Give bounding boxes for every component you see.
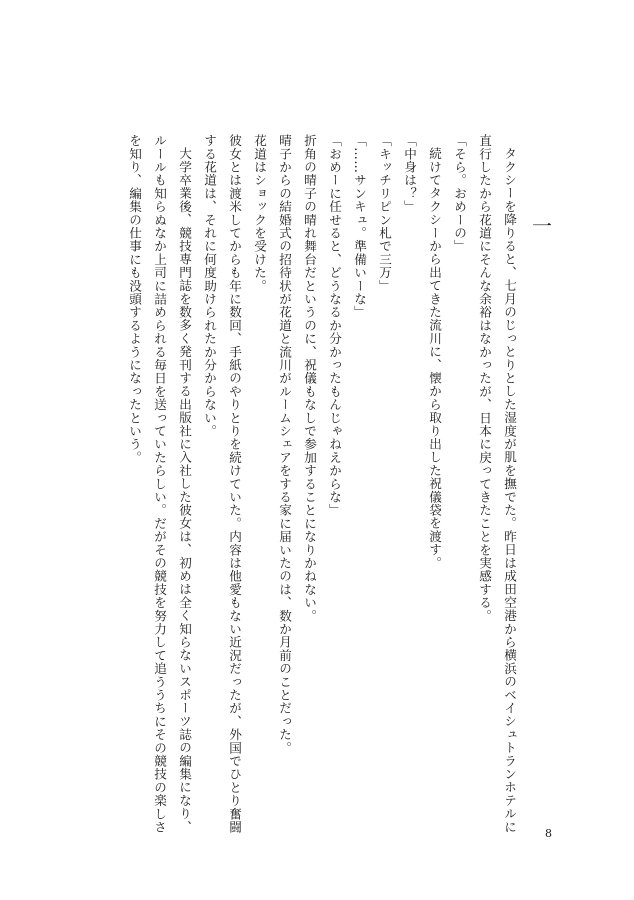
paragraph: 折角の晴子の晴れ舞台だというのに、祝儀もなしで参加することになりかねない。: [302, 134, 317, 623]
paragraph: 「そら。おめーの」: [452, 134, 467, 253]
chapter-number: 一: [532, 214, 552, 238]
paragraph: 晴子からの結婚式の招待状が花道と流川がルームシェアをする家に届いたのは、数か月前のことだった。: [277, 134, 292, 755]
paragraph: 大学卒業後、競技専門誌を数多く発刊する出版社に入社した彼女は、初めは全く知らないスポーツ誌の編集になり、ルールも知らぬなか上司に詰められる毎日を送っていたらしい。だがその競技を努力して追ううちにその競技の楽しさを知り、編集の仕事にも没頭するようになったという。: [127, 134, 192, 834]
paragraph: 「おめーに任せると、どうなるか分かったもんじゃねえからな」: [327, 134, 342, 517]
paragraph: 「……サンキュ。準備いーな」: [352, 134, 367, 319]
paragraph: 「キッチリピン札で三万」: [377, 134, 392, 293]
paragraph: 続けてタクシーから出てきた流川に、懐から取り出した祝儀袋を渡す。: [427, 146, 442, 569]
body-text: [112, 134, 522, 834]
paragraph: 彼女とは渡米してからも年に数回、手紙のやりとりを続けていた。内容は他愛もない近況だったが、外国でひとり奮闘する花道は、それに何度助けられたか分からない。: [202, 134, 242, 834]
page-number: 8: [545, 827, 552, 840]
paragraph: 「中身は？」: [402, 134, 417, 214]
paragraph: タクシーを降りると、七月のじっとりとした湿度が肌を撫でた。昨日は成田空港から横浜のベイシュトランホテルに直行したから花道にそんな余裕はなかったが、日本に戻ってきたことを実感する。: [477, 134, 517, 833]
paragraph: 花道はショックを受けた。: [252, 134, 267, 293]
